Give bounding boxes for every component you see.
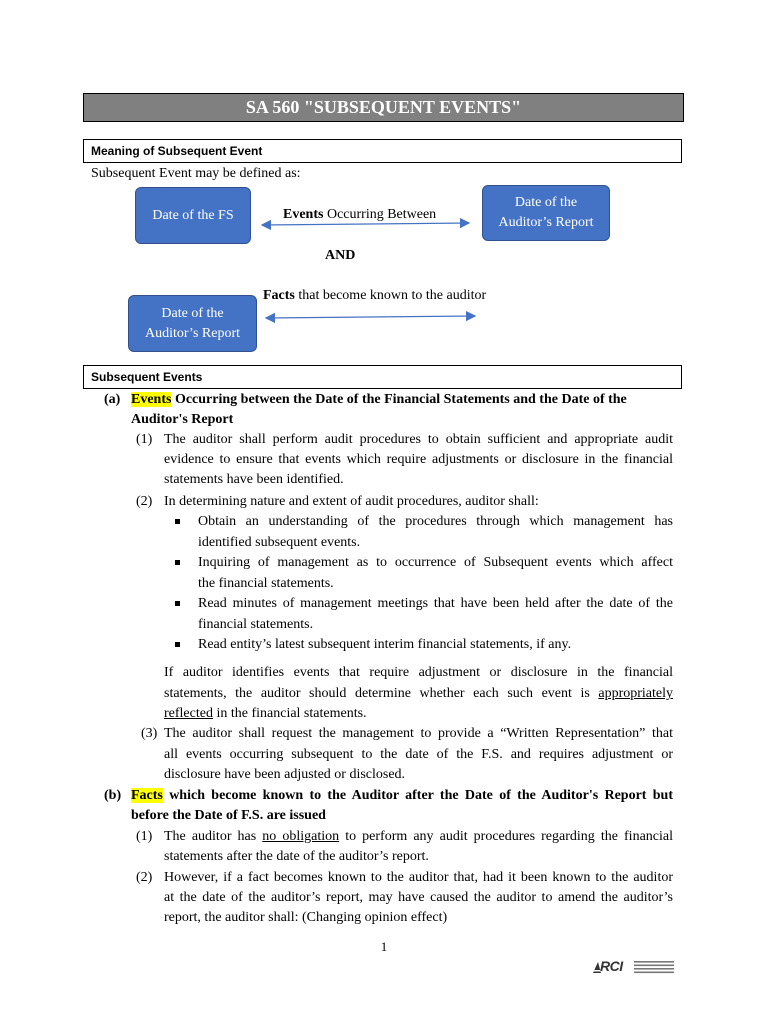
item-b1-line1-b: to perform any audit procedures regarding the financial [339, 829, 673, 844]
underlined-no-obligation: no obligation [262, 829, 340, 844]
if-para-line2 [164, 684, 673, 704]
item-a-title-rest: Occurring between the Date of the Financial Statements and the Date of the [171, 392, 627, 407]
item-a-title-line2: Auditor's Report [131, 412, 234, 427]
item-b-label: (b) [104, 788, 122, 803]
bullet-3-line1: Read minutes of management meetings that have been held after the date of the [198, 596, 673, 611]
section-heading-subsequent: Subsequent Events [83, 365, 682, 389]
item-a3-line2: all events occurring subsequent to the date of the F.S. and requires adjustment or [164, 747, 673, 762]
arrow-events [262, 223, 469, 225]
if-para-line3-text: in the financial statements. [212, 706, 367, 721]
underlined-reflected: reflected [164, 706, 213, 721]
page-title: SA 560 "SUBSEQUENT EVENTS" [83, 93, 684, 122]
page-number: 1 [380, 939, 388, 954]
rci-logo [591, 958, 675, 976]
item-b2-line2: at the date of the auditor’s report, may have caused the auditor to amend the auditor’s [164, 890, 673, 905]
bullet-2-line1: Inquiring of management as to occurrence of Subsequent events which affect [198, 555, 673, 570]
bullet-4-line1: Read entity’s latest subsequent interim financial statements, if any. [198, 637, 572, 652]
box-date-of-fs: Date of the FS [135, 187, 251, 244]
events-rest: Occurring Between [323, 207, 437, 222]
if-para-line3 [164, 704, 367, 724]
item-a2-line1: In determining nature and extent of audit procedures, auditor shall: [164, 494, 539, 509]
section-heading-meaning: Meaning of Subsequent Event [83, 139, 682, 163]
item-a3-num: (3) [141, 726, 158, 741]
bullet-3-line2: financial statements. [198, 617, 314, 632]
highlight-facts: Facts [131, 788, 163, 803]
item-b-title-rest: which become known to the Auditor after the Date of the Auditor's Report but [162, 788, 673, 803]
item-b1-line1-a: The auditor has [164, 829, 263, 844]
arrow-facts [266, 316, 475, 318]
item-a1-line2: evidence to ensure that events which require adjustments or disclosure in the financial [164, 452, 673, 467]
highlight-events: Events [131, 392, 172, 407]
box-date-of-report-bottom: Date of the Auditor’s Report [128, 295, 257, 352]
item-b1-line2: statements after the date of the auditor’s report. [164, 849, 429, 864]
if-para-line1: If auditor identifies events that require adjustment or disclosure in the financial [164, 665, 673, 680]
bullet-1-line2: identified subsequent events. [198, 535, 361, 550]
item-a3-line3: disclosure have been adjusted or disclosed. [164, 767, 406, 782]
facts-rest: that become known to the auditor [294, 288, 487, 303]
item-a1-line3: statements have been identified. [164, 472, 344, 487]
item-b-title [131, 786, 673, 806]
item-b1-num: (1) [136, 829, 153, 844]
item-b2-line1: However, if a fact becomes known to the auditor that, had it been known to the auditor [164, 870, 673, 885]
bullet-2 [175, 560, 180, 565]
bullet-3 [175, 601, 180, 606]
diagram-arrows [0, 0, 768, 400]
item-b2-num: (2) [136, 870, 153, 885]
item-a1-line1: The auditor shall perform audit procedures to obtain sufficient and appropriate audit [164, 432, 673, 447]
box-date-of-report-top: Date of the Auditor’s Report [482, 185, 610, 241]
item-a1-num: (1) [136, 432, 153, 447]
facts-bold: Facts [263, 288, 295, 303]
item-a2-num: (2) [136, 494, 153, 509]
bullet-2-line2: the financial statements. [198, 576, 334, 591]
bullet-1-line1: Obtain an understanding of the procedures through which management has [198, 514, 673, 529]
underlined-appropriately: appropriately [598, 686, 673, 701]
item-a-label: (a) [104, 392, 121, 407]
events-bold: Events [283, 207, 324, 222]
rci-logo-text: RCI [600, 958, 623, 974]
bullet-1 [175, 519, 180, 524]
bullet-4 [175, 642, 180, 647]
if-para-line2-text: statements, the auditor should determine whether each such event is [164, 686, 599, 701]
and-label: AND [325, 248, 356, 263]
intro-text: Subsequent Event may be defined as: [91, 166, 301, 181]
item-b2-line3: report, the auditor shall: (Changing opinion effect) [164, 910, 448, 925]
item-a-title [131, 390, 673, 410]
item-b-title-line2: before the Date of F.S. are issued [131, 808, 326, 823]
item-b1-line1 [164, 827, 673, 847]
item-a3-line1: The auditor shall request the management to provide a “Written Representation” that [164, 726, 673, 741]
